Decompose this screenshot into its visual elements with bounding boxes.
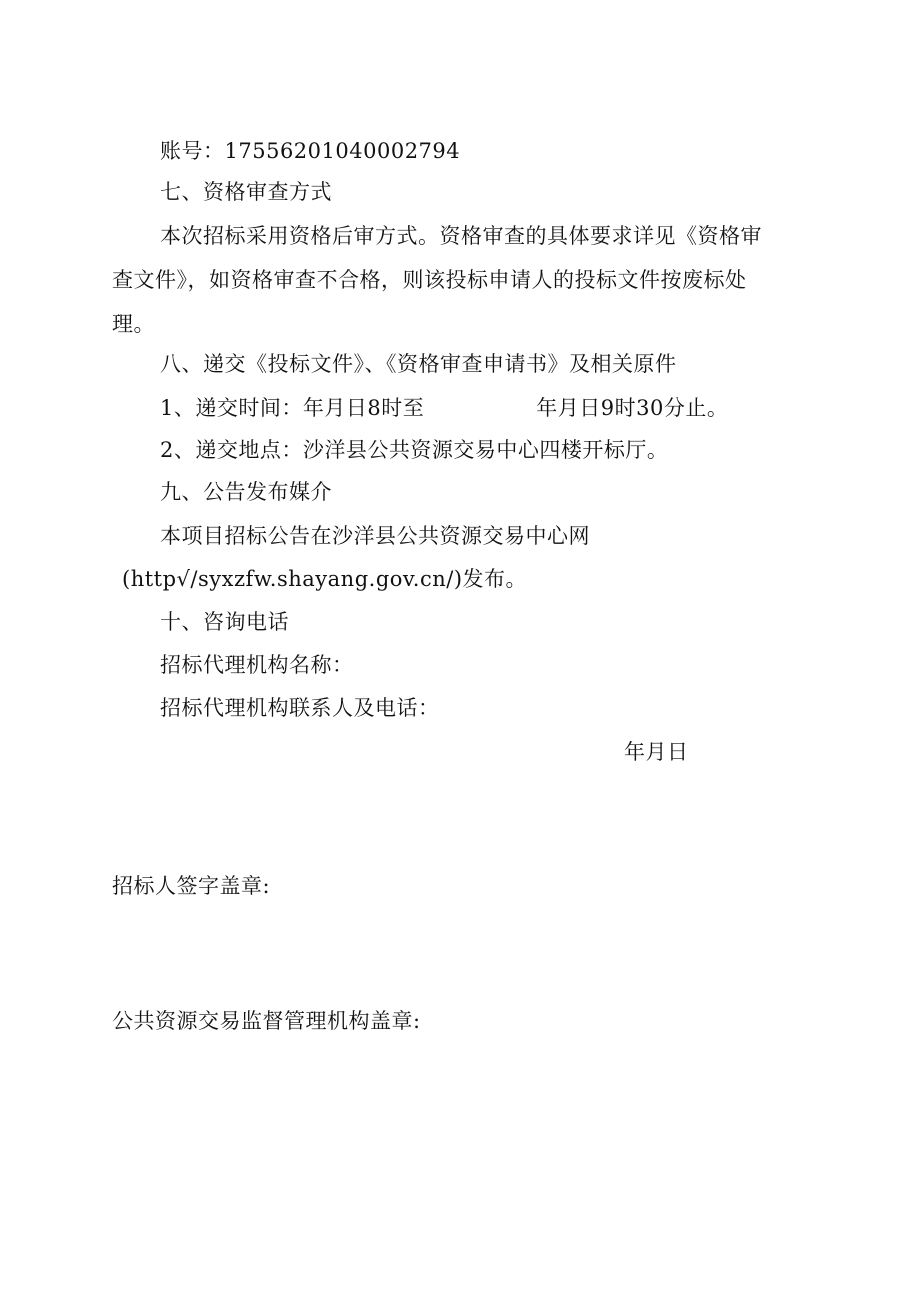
tenderer-seal-label: 招标人签字盖章: — [112, 874, 271, 898]
agency-name-label: 招标代理机构名称： — [160, 653, 354, 677]
section7-paragraph-line1: 本次招标采用资格后审方式。资格审查的具体要求详见《资格审 — [160, 224, 762, 248]
section9-paragraph-line1: 本项目招标公告在沙洋县公共资源交易中心网 — [160, 524, 590, 548]
section9-title: 九、公告发布媒介 — [160, 480, 332, 504]
agency-contact-label: 招标代理机构联系人及电话： — [160, 696, 440, 720]
section8-item1 — [160, 393, 728, 423]
section7-paragraph-line3: 理。 — [112, 312, 155, 336]
submission-time-start: 1、递交时间：年月日8时至 — [160, 396, 425, 420]
section7-paragraph-line2: 查文件》，如资格审查不合格，则该投标申请人的投标文件按废标处 — [112, 268, 747, 292]
supervisor-seal-label: 公共资源交易监督管理机构盖章: — [112, 1009, 421, 1033]
section10-title: 十、咨询电话 — [160, 610, 289, 634]
account-line: 账号：17556201040002794 — [160, 139, 461, 163]
date-line: 年月日 — [624, 740, 689, 764]
section8-title: 八、递交《投标文件》、《资格审查申请书》及相关原件 — [160, 352, 677, 376]
section9-paragraph-line2: (http√/syxzfw.shayang.gov.cn/)发布。 — [122, 567, 528, 591]
section7-title: 七、资格审查方式 — [160, 180, 332, 204]
submission-time-end: 年月日9时30分止。 — [536, 396, 729, 420]
section8-item2: 2、递交地点：沙洋县公共资源交易中心四楼开标厅。 — [160, 438, 669, 462]
